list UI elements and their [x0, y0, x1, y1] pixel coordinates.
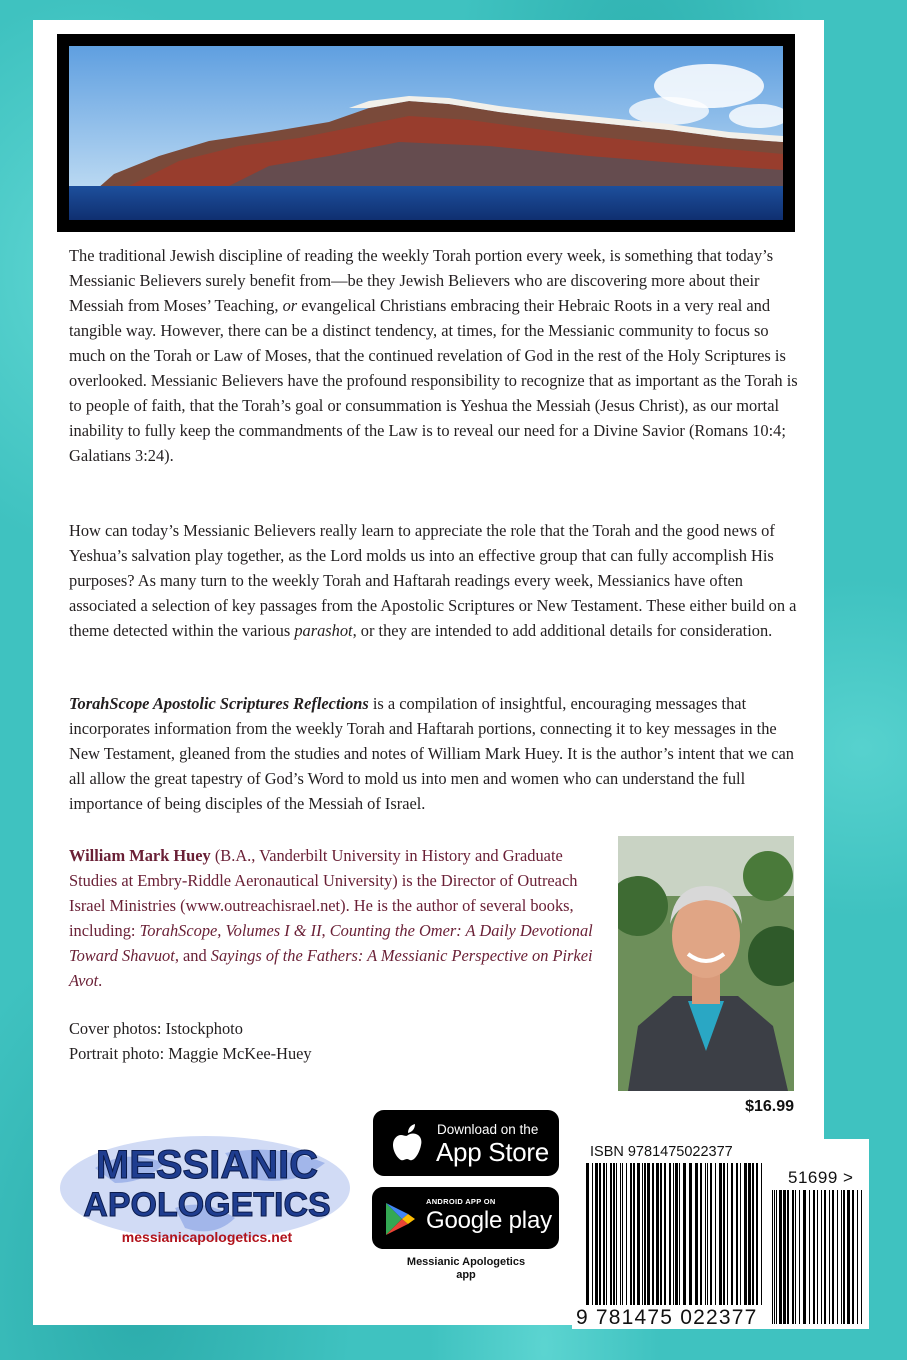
barcode-bar [705, 1163, 706, 1305]
barcode-bar [616, 1163, 617, 1305]
barcode-bar [829, 1190, 830, 1324]
barcode-bar [664, 1163, 666, 1305]
barcode-bar [669, 1163, 671, 1305]
cover-photo-credit: Cover photos: Istockphoto [69, 1019, 243, 1038]
barcode-bar [857, 1190, 858, 1324]
barcode-bar [774, 1190, 775, 1324]
barcode-bar [695, 1163, 698, 1305]
photo-credits [69, 1016, 489, 1066]
barcode-digits: 9 781475 022377 [576, 1306, 758, 1329]
barcode-bar [715, 1163, 716, 1305]
barcode-bar [744, 1163, 747, 1305]
barcode-bar [647, 1163, 650, 1305]
barcode-bar [817, 1190, 818, 1324]
barcode-bar [633, 1163, 635, 1305]
app-store-big-text: App Store [436, 1137, 549, 1167]
barcode-bar [660, 1163, 662, 1305]
paragraph-text: evangelical Christians embracing their Hebraic Roots in a very real and tangible way. However, there can be a distinct tendency, at times, for the Messianic community to focus so much on the Torah or Law of Moses, that the continued revelation of God in the rest of the Holy Scriptures is overlooked. Messianic Believers have the profound responsibility to recognize that as important as the Torah is to people of faith, that the Torah’s goal or consummation is Yeshua the Messiah (Jesus Christ), as our mortal inability to fully keep the commandments of the Law is to reveal our need for a Divine Savior (Romans 10:4; Galatians 3:24). [69, 296, 798, 465]
logo-url: messianicapologetics.net [121, 1229, 293, 1245]
barcode-bar [772, 1190, 773, 1324]
barcode-bar [719, 1163, 722, 1305]
barcode-bar [824, 1190, 826, 1324]
bio-text: , [321, 921, 330, 940]
barcode-bar [740, 1163, 741, 1305]
barcode-bar [644, 1163, 646, 1305]
barcode-bar [675, 1163, 678, 1305]
paragraph-text: The traditional Jewish discipline of reading the weekly Torah portion every week, is something that today’s Messianic Believers surely benefit from—be they Jewish Believers who are discovering more about their Messiah from Moses’ Teaching, [69, 246, 774, 315]
logo-text-line1: MESSIANIC [95, 1143, 319, 1187]
google-play-big-text: Google play [426, 1207, 552, 1234]
barcode-bar [683, 1163, 686, 1305]
barcode-bar [679, 1163, 680, 1305]
book-title: Sayings of the Fathers: A Messianic Perspective on Pirkei Avot [69, 946, 593, 990]
barcode-bar [783, 1190, 786, 1324]
barcode-bar [843, 1190, 845, 1324]
price-label: $16.99 [745, 1098, 794, 1115]
price-code: 51699 > [788, 1168, 854, 1187]
barcode-bar [792, 1190, 794, 1324]
barcode-bar [837, 1190, 838, 1324]
google-play-small-text: ANDROID APP ON [426, 1197, 496, 1206]
barcode-bar [630, 1163, 632, 1305]
author-name: William Mark Huey [69, 846, 211, 865]
author-bio [69, 843, 594, 993]
paragraph-text: , or they are intended to add additional details for consideration. [352, 621, 773, 640]
barcode-bar [821, 1190, 822, 1324]
book-title: TorahScope Apostolic Scriptures Reflections [69, 694, 369, 713]
paragraph-emphasis: parashot [294, 621, 353, 640]
barcode-bar [727, 1163, 728, 1305]
isbn-label: ISBN 9781475022377 [590, 1144, 733, 1160]
barcode-bar [779, 1190, 782, 1324]
barcode-bar [606, 1163, 607, 1305]
barcode-bar [710, 1163, 712, 1305]
barcode-bar [852, 1190, 854, 1324]
book-title: Counting the Omer: A Daily Devotional Toward Shavuot [69, 921, 593, 965]
barcode-bar [736, 1163, 738, 1305]
barcode-bar [799, 1190, 800, 1324]
paragraph-text: How can today’s Messianic Believers really learn to appreciate the role that the Torah and the good news of Yeshua’s salvation play together, as the Lord molds us into an effective group that can fully accomplish His purposes? As many turn to the weekly Torah and Haftarah readings every week, Messianics have often associated a selection of key passages from the Apostolic Scriptures or New Testament. These either build on a theme detected within the various [69, 521, 797, 640]
bio-text: (B.A., Vanderbilt University in History and Graduate Studies at Embry-Riddle Aeronautical University) is the Director of Outreach Israel Ministries (www.outreachisrael.net). He is the author of several books, including: [69, 846, 578, 940]
barcode-bar [756, 1163, 758, 1305]
barcode-bar [586, 1163, 589, 1305]
author-portrait-icon [618, 836, 794, 1091]
app-caption-line2: app [456, 1269, 476, 1281]
landscape-photo-icon [69, 46, 783, 220]
barcode-bar [700, 1163, 702, 1305]
play-icon [384, 1201, 416, 1237]
paragraph-emphasis: or [282, 296, 298, 315]
description-paragraph-2 [69, 518, 804, 643]
app-caption [360, 1256, 572, 1282]
barcode-bar [689, 1163, 692, 1305]
price-barcode-icon [772, 1190, 864, 1324]
description-paragraph-1 [69, 243, 804, 468]
barcode-bar [613, 1163, 615, 1305]
barcode-bar [752, 1163, 754, 1305]
isbn-barcode-icon [586, 1163, 766, 1305]
barcode-bar [813, 1190, 815, 1324]
barcode-bar [847, 1190, 850, 1324]
app-store-small-text: Download on the [437, 1122, 539, 1137]
barcode-bar [731, 1163, 733, 1305]
book-title: TorahScope, Volumes I & II [139, 921, 322, 940]
barcode-bar [656, 1163, 659, 1305]
barcode-bar [832, 1190, 834, 1324]
barcode-bar [592, 1163, 593, 1305]
barcode-bar [620, 1163, 621, 1305]
barcode-bar [841, 1190, 842, 1324]
barcode-bar [622, 1163, 623, 1305]
bio-text: , and [174, 946, 211, 965]
messianic-apologetics-logo[interactable] [55, 1128, 360, 1258]
barcode-bar [861, 1190, 862, 1324]
paragraph-text: is a compilation of insightful, encouraging messages that incorporates information from the weekly Torah and Haftarah portions, connecting it to key messages in the New Testament, gleaned from the studies and notes of William Mark Huey. It is the author’s intent that we can all allow the great tapestry of God’s Word to mold us into men and women who can understand the full importance of being disciples of the Messiah of Israel. [69, 694, 794, 813]
apple-icon [391, 1123, 425, 1163]
barcode-bar [707, 1163, 708, 1305]
barcode-bar [748, 1163, 751, 1305]
barcode-bar [803, 1190, 806, 1324]
header-photo [57, 34, 795, 232]
barcode-bar [795, 1190, 796, 1324]
barcode-bar [610, 1163, 612, 1305]
bio-text: . [98, 971, 103, 990]
barcode-bar [787, 1190, 789, 1324]
barcode-bar [723, 1163, 725, 1305]
barcode-bar [626, 1163, 627, 1305]
barcode-bar [599, 1163, 601, 1305]
barcode-bar [603, 1163, 605, 1305]
app-caption-line1: Messianic Apologetics [406, 1256, 526, 1268]
barcode-bar [776, 1190, 777, 1324]
google-play-badge[interactable] [372, 1187, 559, 1249]
barcode-bar [642, 1163, 643, 1305]
barcode-bar [809, 1190, 810, 1324]
barcode-bar [761, 1163, 762, 1305]
portrait-photo-credit: Portrait photo: Maggie McKee-Huey [69, 1044, 312, 1063]
barcode-bar [673, 1163, 674, 1305]
barcode-bar [637, 1163, 640, 1305]
barcode-bar [652, 1163, 654, 1305]
app-store-badge[interactable] [373, 1110, 559, 1176]
description-paragraph-3 [69, 691, 804, 816]
barcode-bar [595, 1163, 598, 1305]
logo-text-line2: APOLOGETICS [83, 1186, 331, 1224]
